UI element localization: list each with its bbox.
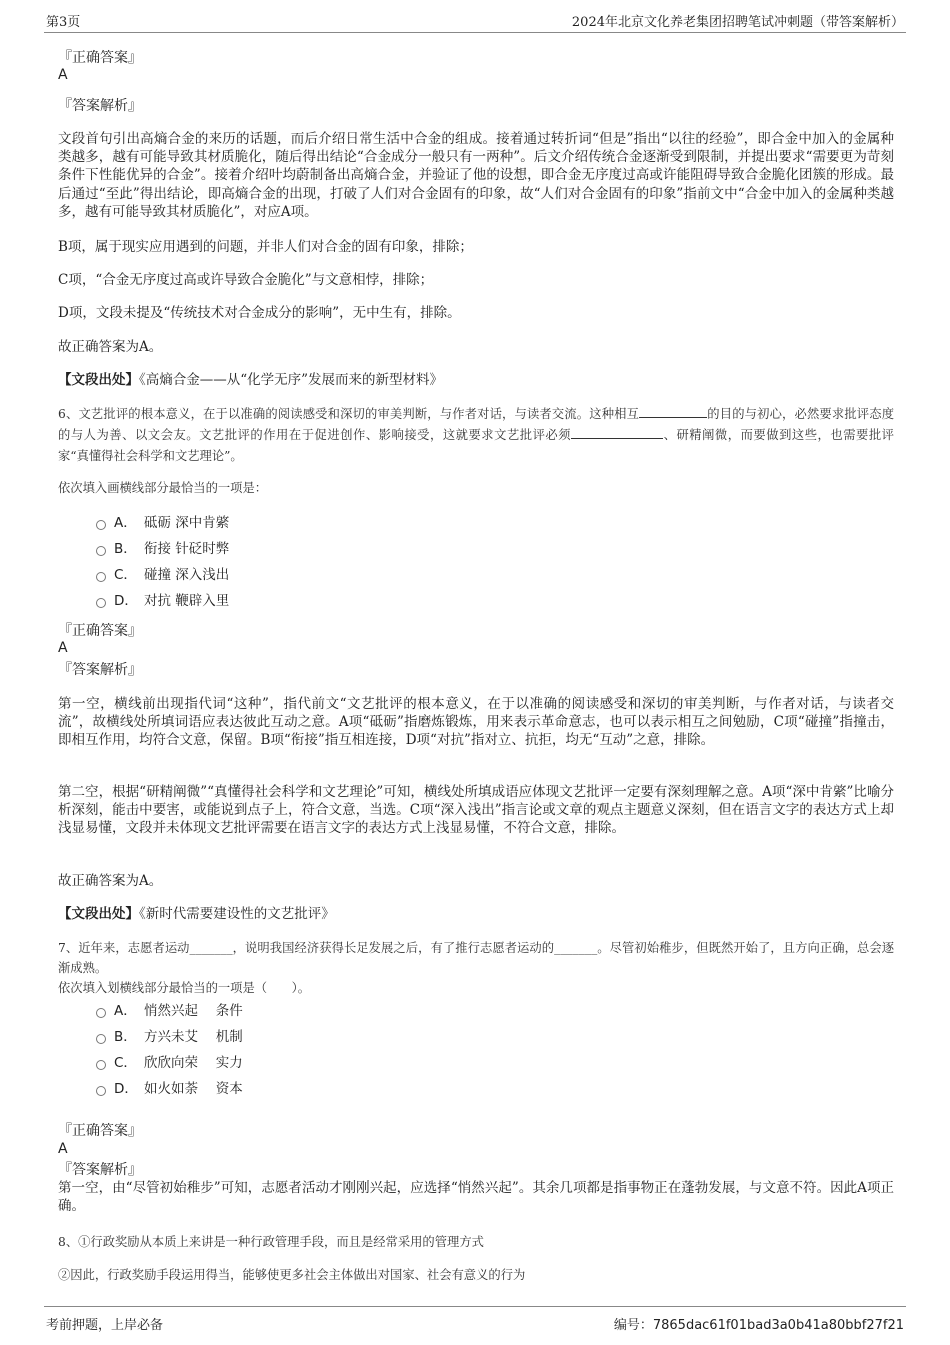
q7-option-b-text: 方兴未艾 机制 — [144, 1029, 243, 1045]
q5-analysis-label: 『答案解析』 — [58, 98, 142, 114]
q6-stem-part2: 的目的与初心，必然要求批评态度的与人为善、以文会友。文艺批评的作用在于促进创作、影响接受，这就要求文艺批评必须 — [58, 407, 894, 442]
radio-icon[interactable] — [96, 1034, 106, 1044]
q5-answer: A — [58, 67, 68, 83]
q6-answer: A — [58, 640, 68, 656]
radio-icon[interactable] — [96, 520, 106, 530]
q7-option-a-letter: A． — [114, 1003, 137, 1019]
q6-answer-label: 『正确答案』 — [58, 623, 142, 639]
q7-option-a-text: 悄然兴起 条件 — [144, 1003, 243, 1019]
q7-analysis-paragraph: 第一空，由“尽管初始稚步”可知，志愿者活动才刚刚兴起，应选择“悄然兴起”。其余几项都是指事物正在蓬勃发展，与文意不符。因此A项正确。 — [58, 1180, 894, 1215]
footer-slogan: 考前押题，上岸必备 — [46, 1318, 164, 1333]
document-title: 2024年北京文化养老集团招聘笔试冲刺题（带答案解析） — [571, 15, 904, 30]
q6-analysis-paragraph-1: 第一空，横线前出现指代词“这种”，指代前文“文艺批评的根本意义，在于以准确的阅读感受和深切的审美判断，与作者对话，与读者交流”，故横线处所填词语应表达彼此互动之意。A项“砥砺”指磨炼锻炼，用来表示革命意志，也可以表示相互之间勉励，C项“碰撞”指撞击，即相互作用，均符合文意，保留。B项“衔接”指互相连接，D项“对抗”指对立、抗拒，均无“互动”之意，排除。 — [58, 696, 894, 749]
q6-option-c-letter: C． — [114, 567, 137, 583]
q7-option-c-letter: C． — [114, 1055, 137, 1071]
q7-stem-part3: 。尽管初始稚步，但既然开始了，且方向正确，总会逐渐成熟。 — [58, 941, 894, 975]
q5-analysis-option-d: D项，文段未提及“传统技术对合金成分的影响”，无中生有，排除。 — [58, 305, 461, 321]
q6-analysis-paragraph-2: 第二空，根据“研精阐微”“真懂得社会科学和文艺理论”可知，横线处所填成语应体现文艺批评一定要有深刻理解之意。A项“深中肯綮”比喻分析深刻，能击中要害，或能说到点子上，符合文意，当选。C项“深入浅出”指言论或文章的观点主题意义深刻，但在语言文字的表达方式上却浅显易懂，文段并未体现文艺批评需要在语言文字的表达方式上浅显易懂，不符合文意，排除。 — [58, 784, 894, 837]
q7-option-d-letter: D． — [114, 1081, 138, 1097]
radio-icon[interactable] — [96, 1008, 106, 1018]
q6-blank-1 — [639, 405, 707, 418]
q6-option-d-letter: D． — [114, 593, 138, 609]
q7-blank-2: _______ — [554, 941, 598, 955]
q5-answer-label: 『正确答案』 — [58, 50, 142, 66]
q6-option-b-letter: B． — [114, 541, 137, 557]
radio-icon[interactable] — [96, 572, 106, 582]
q6-option-c-text: 碰撞 深入浅出 — [144, 567, 230, 583]
radio-icon[interactable] — [96, 1086, 106, 1096]
q7-stem-part2: ，说明我国经济获得长足发展之后，有了推行志愿者运动的 — [232, 941, 555, 955]
q5-source-label: 【文段出处】 — [58, 372, 139, 388]
q7-option-c-text: 欣欣向荣 实力 — [144, 1055, 243, 1071]
q5-source-text: 《高熵合金——从“化学无序”发展而来的新型材料》 — [139, 372, 444, 388]
q8-statement-1: 8、①行政奖励从本质上来讲是一种行政管理手段，而且是经常采用的管理方式 — [58, 1235, 484, 1249]
q7-instruction: 依次填入划横线部分最恰当的一项是（ ）。 — [58, 981, 311, 995]
page-number: 第3页 — [46, 15, 81, 30]
q6-stem — [58, 404, 894, 467]
footer-code-label: 编号： — [613, 1318, 653, 1333]
q6-option-a-text: 砥砺 深中肯綮 — [144, 515, 230, 531]
q6-option-a-letter: A． — [114, 515, 137, 531]
radio-icon[interactable] — [96, 1060, 106, 1070]
q6-analysis-label: 『答案解析』 — [58, 662, 142, 678]
q5-source — [58, 371, 894, 389]
q7-blank-1: _______ — [189, 941, 233, 955]
q5-analysis-paragraph: 文段首句引出高熵合金的来历的话题，而后介绍日常生活中合金的组成。接着通过转折词“但是”指出“以往的经验”，即合金中加入的金属种类越多，越有可能导致其材质脆化，随后得出结论“合金成分一般只有一两种”。后文介绍传统合金逐渐受到限制，并提出要求“需要更为苛刻条件下性能优异的合金”。接着介绍叶均蔚制备出高熵合金，并验证了他的设想，即合金无序度过高或许能阻碍导致合金脆化团簇的形成。最后通过“至此”得出结论，即高熵合金的出现，打破了人们对合金固有的印象，故“人们对合金固有的印象”指前文中“合金中加入的金属种类越多，越有可能导致其材质脆化”，对应A项。 — [58, 131, 894, 220]
q6-option-d-text: 对抗 鞭辟入里 — [144, 593, 230, 609]
q6-instruction: 依次填入画横线部分最恰当的一项是： — [58, 481, 268, 495]
q6-conclusion: 故正确答案为A。 — [58, 873, 163, 889]
q7-answer: A — [58, 1141, 68, 1157]
q6-stem-part1: 6、文艺批评的根本意义，在于以准确的阅读感受和深切的审美判断，与作者对话，与读者交流。这种相互 — [58, 407, 640, 421]
q6-blank-2 — [571, 426, 663, 439]
q7-stem-part1: 7、近年来，志愿者运动 — [58, 941, 190, 955]
q5-analysis-option-b: B项，属于现实应用遇到的问题，并非人们对合金的固有印象，排除； — [58, 239, 473, 255]
q6-source-text: 《新时代需要建设性的文艺批评》 — [139, 906, 335, 922]
footer-code-value: 7865dac61f01bad3a0b41a80bbf27f21 — [652, 1318, 904, 1333]
radio-icon[interactable] — [96, 546, 106, 556]
radio-icon[interactable] — [96, 598, 106, 608]
q7-option-b-letter: B． — [114, 1029, 137, 1045]
q6-stem-part3: 、研精阐微，而要做到这些，也需要批评家“真懂得社会科学和文艺理论”。 — [58, 428, 894, 463]
q6-option-b-text: 衔接 针砭时弊 — [144, 541, 230, 557]
q5-conclusion: 故正确答案为A。 — [58, 339, 163, 355]
page-footer — [44, 1306, 906, 1333]
page-header — [44, 6, 906, 33]
q5-analysis-option-c: C项，“合金无序度过高或许导致合金脆化”与文意相悖，排除； — [58, 272, 434, 288]
q7-stem — [58, 938, 894, 978]
q6-source-label: 【文段出处】 — [58, 906, 139, 922]
q8-statement-2: ②因此，行政奖励手段运用得当，能够使更多社会主体做出对国家、社会有意义的行为 — [58, 1268, 526, 1282]
q7-option-d-text: 如火如荼 资本 — [144, 1081, 243, 1097]
footer-code — [614, 1314, 904, 1333]
q7-answer-label: 『正确答案』 — [58, 1123, 142, 1139]
q6-source — [58, 905, 894, 923]
q7-analysis-label: 『答案解析』 — [58, 1162, 142, 1178]
